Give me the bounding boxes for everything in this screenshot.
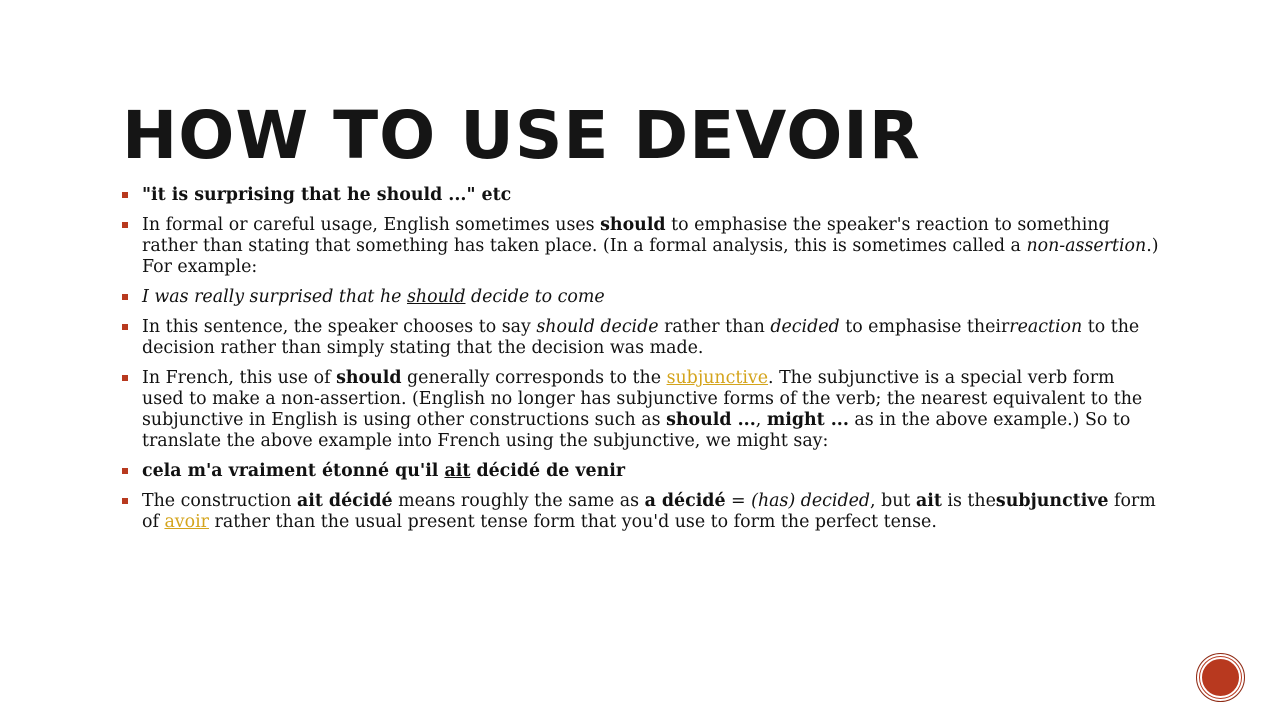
text-run: . The subjunctive is a special verb form used to make a non-assertion. (English no longer has subjunctive forms of the verb; the nearest equivalent to the subjunctive in English is using other constructions such as	[142, 368, 1143, 430]
text-run: as in the above example.) So to translate the above example into French using the subjunctive, we might say:	[142, 410, 1131, 451]
bullet-text	[142, 185, 511, 205]
text-run: , but	[870, 491, 916, 511]
square-bullet-icon	[122, 468, 128, 474]
text-run: rather than	[658, 317, 771, 337]
text-run: non-assertion	[1026, 236, 1147, 256]
text-run: ait décidé	[296, 491, 393, 511]
text-run: might ...	[766, 410, 849, 430]
text-run: reaction	[1009, 317, 1083, 337]
text-run: ait	[915, 491, 942, 511]
text-run: should	[336, 368, 402, 388]
text-run: rather than the usual present tense form that you'd use to form the perfect tense.	[208, 512, 937, 532]
page-title: HOW TO USE DEVOIR	[122, 97, 921, 174]
text-run: "it is surprising that he should ..." etc	[142, 185, 512, 205]
link-subjunctive[interactable]: subjunctive	[666, 368, 769, 388]
link-avoir[interactable]: avoir	[164, 512, 209, 532]
bullet-text	[142, 287, 605, 307]
text-run: =	[725, 491, 752, 511]
text-run: ait	[444, 461, 471, 481]
bullet-item	[120, 461, 1160, 482]
text-run: décidé de venir	[470, 461, 626, 481]
text-run: cela m'a vraiment étonné qu'il	[142, 461, 445, 481]
text-run: .) For example:	[142, 236, 1159, 277]
text-run: a décidé	[644, 491, 726, 511]
text-run: to emphasise their	[839, 317, 1010, 337]
text-run: should decide	[536, 317, 659, 337]
bullet-text	[142, 461, 625, 481]
text-run: (has) decided	[751, 491, 871, 511]
text-run: should	[406, 287, 466, 307]
text-run: subjunctive	[995, 491, 1109, 511]
circle-badge-icon	[1197, 654, 1244, 701]
bullet-list	[120, 185, 1160, 542]
bullet-item	[120, 215, 1160, 278]
text-run: decide to come	[465, 287, 605, 307]
text-run: decided	[770, 317, 840, 337]
square-bullet-icon	[122, 498, 128, 504]
text-run: The construction	[142, 491, 297, 511]
square-bullet-icon	[122, 294, 128, 300]
text-run: should ...	[666, 410, 756, 430]
badge-ring	[1200, 657, 1241, 698]
square-bullet-icon	[122, 222, 128, 228]
bullet-item	[120, 287, 1160, 308]
text-run: I was really surprised that he	[142, 287, 407, 307]
text-run: In this sentence, the speaker chooses to say	[142, 317, 537, 337]
text-run: to emphasise the speaker's reaction to something rather than stating that something has taken place. (In a formal analysis, this is sometimes called a	[142, 215, 1110, 256]
text-run: In French, this use of	[142, 368, 337, 388]
bullet-item	[120, 491, 1160, 533]
square-bullet-icon	[122, 324, 128, 330]
text-run: is the	[941, 491, 996, 511]
bullet-text	[142, 215, 1159, 277]
bullet-text	[142, 368, 1142, 451]
text-run: should	[600, 215, 666, 235]
bullet-item	[120, 185, 1160, 206]
text-run: to the decision rather than simply stating that the decision was made.	[142, 317, 1140, 358]
bullet-item	[120, 368, 1160, 452]
text-run: means roughly the same as	[392, 491, 645, 511]
text-run: generally corresponds to the	[401, 368, 667, 388]
text-run: In formal or careful usage, English sometimes uses	[142, 215, 601, 235]
bullet-text	[142, 491, 1156, 532]
bullet-text	[142, 317, 1139, 358]
text-run: form of	[142, 491, 1156, 532]
square-bullet-icon	[122, 192, 128, 198]
text-run: ,	[755, 410, 767, 430]
bullet-item	[120, 317, 1160, 359]
square-bullet-icon	[122, 375, 128, 381]
